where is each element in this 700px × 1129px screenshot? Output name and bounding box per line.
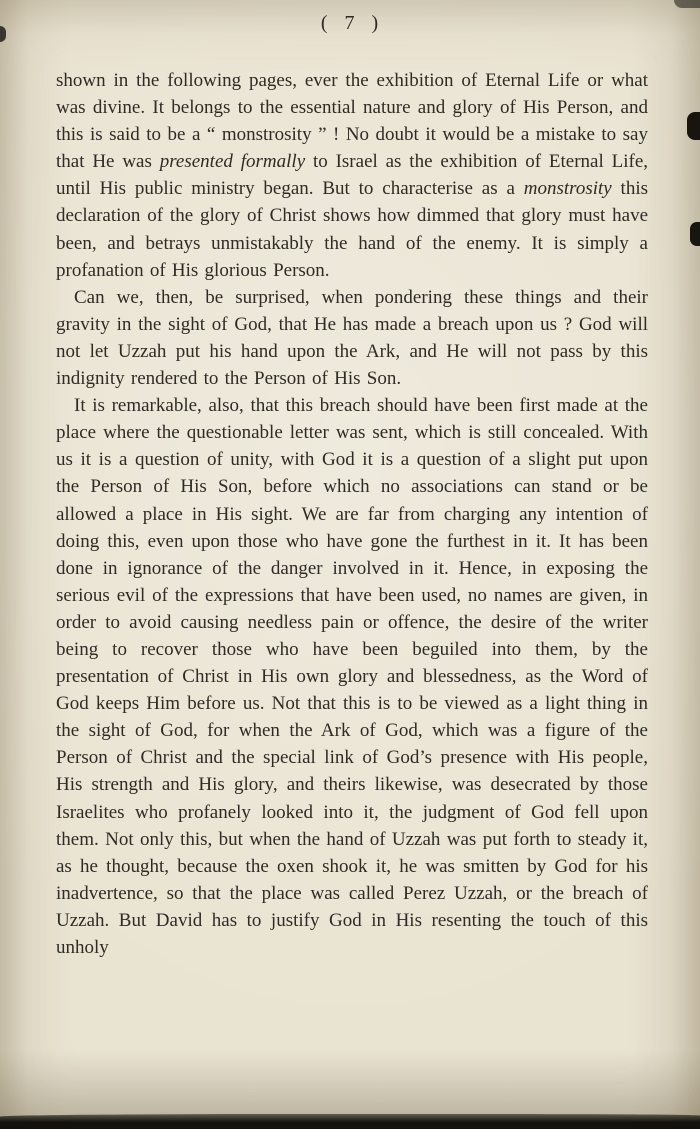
paragraph [56,67,648,284]
open-paren: ( [320,12,329,34]
paragraph [56,284,648,392]
paragraph [56,392,648,961]
scan-artifact-top-right-corner [674,0,700,8]
text-run: Can we, then, be surprised, when pondering these things and their gravity in the sight of God, that He has made a breach upon us ? God will not let Uzzah put his hand upon the Ark, and He will not pass by this indignity rendered to the Person of His Son. [56,286,648,390]
text-run: It is remarkable, also, that this breach should have been first made at the place where the questionable letter was sent, which is still concealed. With us it is a question of unity, with God it is a question of a slight put upon the Person of His Son, before which no associations can stand or be allowed a place in His sight. We are far from charging any intention of doing this, even upon those who have gone the furthest in it. It has been done in ignorance of the danger involved in it. Hence, in exposing the serious evil of the expressions that have been used, no names are given, in order to avoid causing needless pain or offence, the desire of the writer being to recover those who have been beguiled into them, by the presentation of Christ in His own glory and blessedness, as the Word of God keeps Him before us. Not that this is to be viewed as a light thing in the sight of God, for when the Ark of God, which was a figure of the Person of Christ and the special link of God’s presence with His people, His strength and His glory, and theirs likewise, was desecrated by those Israelites who profanely looked into it, the judgment of God fell upon them. Not only this, but when the hand of Uzzah was put forth to steady it, as he thought, because the oxen shook it, he was smitten by God for his inadvertence, so that the place was called Perez Uzzah, or the breach of Uzzah. But David has to justify God in His resenting the touch of this unholy [56,395,648,958]
scan-artifact-right-mark-1 [687,112,700,140]
text-run: shown in the following pages, ever the exhibition of Eternal Life or what was divine. It belongs to the essential nature and glory of His Person, and this is said to be a “ monstrosity ” ! No doubt it would be a mistake to say that He was [56,70,648,173]
page-header [0,0,700,35]
italic-text-run: presented formally [159,151,306,173]
scan-artifact-left-mark [0,26,6,42]
text-run: to Israel as the exhibition of Eternal Life, until His public ministry began. But to characterise as a [56,151,649,200]
body-text [56,67,648,961]
text-run: this declaration of the glory of Christ shows how dimmed that glory must have been, and betrays unmistakably the hand of the enemy. It is simply a profanation of His glorious Person. [56,178,649,281]
close-paren: ) [371,12,380,34]
italic-text-run: monstrosity [523,178,612,200]
page-number: 7 [344,12,356,34]
scan-artifact-right-mark-2 [690,222,700,246]
scan-artifact-bottom-edge [0,1114,700,1129]
